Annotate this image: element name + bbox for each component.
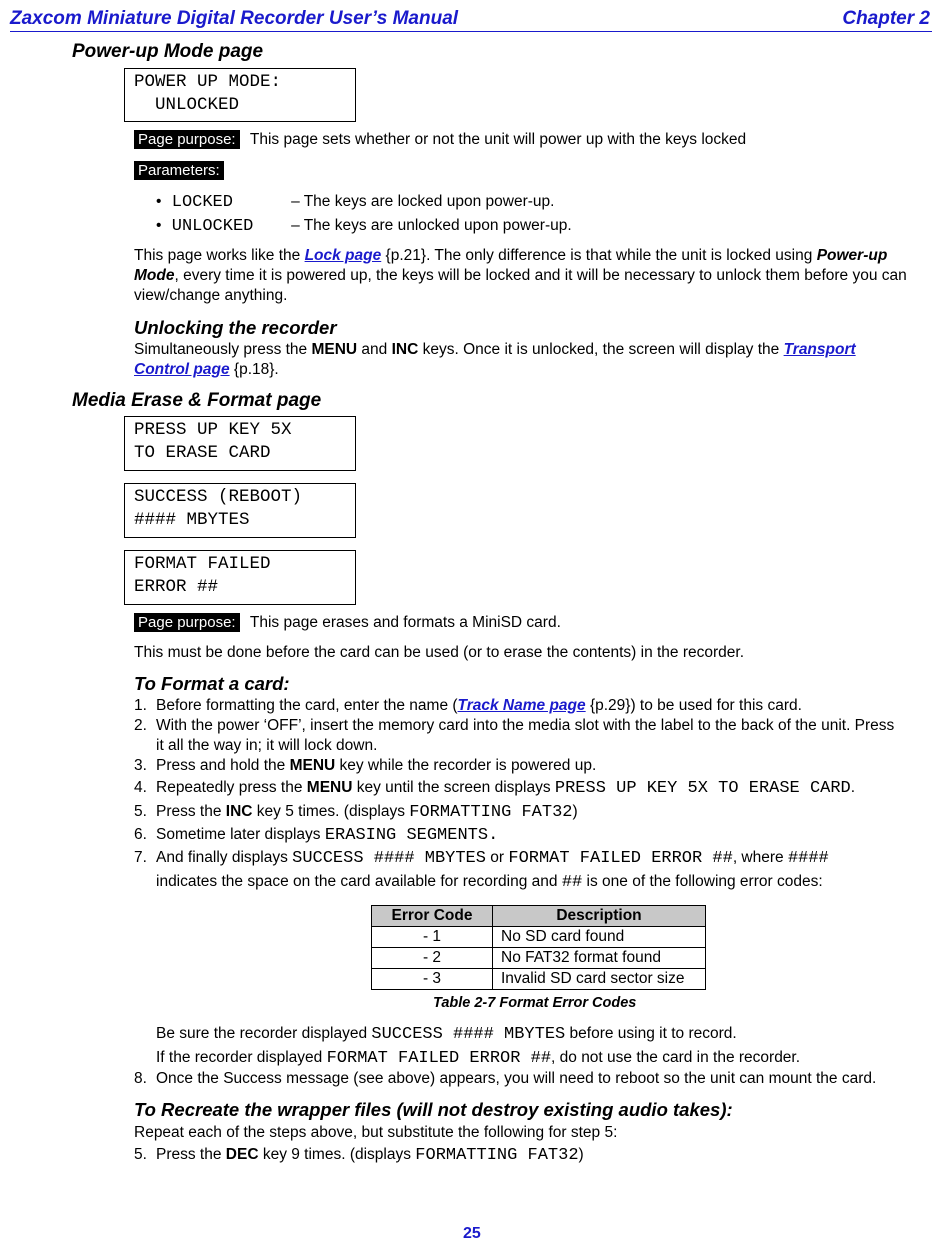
key-inc: INC: [225, 803, 253, 820]
step-7: [134, 849, 829, 868]
display-code: FORMATTING FAT32: [409, 803, 573, 822]
powerup-lcd: [124, 68, 356, 122]
lcd-line: SUCCESS (REBOOT): [134, 487, 303, 507]
media-lcd-erase: [124, 416, 356, 471]
media-heading: Media Erase & Format page: [72, 390, 322, 411]
text: and: [357, 341, 392, 358]
text: With the power ‘OFF’, insert the memory card into the media slot with the label to the back of the unit. Press: [156, 717, 895, 734]
unlocking-line2: [134, 361, 279, 379]
lcd-line: ERROR ##: [134, 577, 219, 597]
step-number: 5.: [134, 1146, 147, 1163]
text: {p.21}. The only difference is that while the unit is locked using: [381, 247, 817, 264]
step-number: 2.: [134, 717, 147, 734]
text: or: [485, 849, 509, 866]
display-code: PRESS UP KEY 5X TO ERASE CARD: [554, 779, 851, 798]
step-3: [134, 757, 596, 775]
transport-page-link[interactable]: Control page: [134, 361, 230, 378]
recreate-intro: Repeat each of the steps above, but substitute the following for step 5:: [134, 1124, 618, 1141]
bullet-icon: •: [156, 193, 162, 210]
text: .: [850, 779, 856, 796]
key-menu: MENU: [311, 341, 358, 358]
media-lcd-success: [124, 483, 356, 538]
step-8: [134, 1070, 876, 1088]
text: , do not use the card in the recorder.: [551, 1049, 801, 1066]
unlocking-heading: Unlocking the recorder: [134, 317, 337, 338]
error-code-cell: - 3: [372, 969, 493, 990]
text: is one of the following error codes:: [582, 873, 823, 890]
powerup-para-line3: view/change anything.: [134, 287, 288, 304]
table-row: [372, 948, 706, 969]
key-menu: MENU: [306, 779, 353, 796]
display-code: FORMATTING FAT32: [415, 1146, 579, 1165]
step-number: 5.: [134, 803, 147, 820]
text: key 9 times. (displays: [258, 1146, 416, 1163]
display-code: ERASING SEGMENTS.: [324, 826, 499, 845]
col-header-description: Description: [493, 906, 706, 927]
table-row: [372, 969, 706, 990]
display-code: FORMAT FAILED ERROR ##: [508, 849, 733, 868]
header-rule: [10, 31, 932, 32]
lock-page-link[interactable]: Lock page: [304, 247, 382, 264]
step-number: 7.: [134, 849, 147, 866]
text-bold: Mode: [134, 267, 175, 284]
text: key 5 times. (displays: [252, 803, 410, 820]
step-number: 1.: [134, 697, 147, 714]
text: , where: [732, 849, 788, 866]
powerup-heading: Power-up Mode page: [72, 41, 264, 62]
step-2: [134, 717, 894, 735]
text: ): [578, 1146, 584, 1163]
text: before using it to record.: [565, 1025, 737, 1042]
step-number: 3.: [134, 757, 147, 774]
lcd-line: FORMAT FAILED: [134, 554, 271, 574]
display-code: ##: [561, 873, 583, 892]
text: {p.29}) to be used for this card.: [585, 697, 802, 714]
step-7-cont: [156, 873, 823, 892]
step-number: 6.: [134, 826, 147, 843]
error-code-cell: - 2: [372, 948, 493, 969]
parameters-tag-row: [134, 162, 224, 180]
powerup-purpose: [134, 131, 746, 149]
text: Press the: [156, 803, 226, 820]
lcd-line: PRESS UP KEY 5X: [134, 420, 292, 440]
step-4: [134, 779, 855, 798]
transport-page-link[interactable]: Transport: [783, 341, 856, 358]
header-chapter: Chapter 2: [842, 8, 930, 29]
step-1: [134, 697, 802, 715]
param-item: [156, 217, 572, 236]
key-dec: DEC: [225, 1146, 259, 1163]
track-name-page-link[interactable]: Track Name page: [457, 697, 586, 714]
text: key until the screen displays: [352, 779, 555, 796]
text: {p.18}.: [229, 361, 279, 378]
error-code-cell: - 1: [372, 927, 493, 948]
bullet-icon: •: [156, 217, 162, 234]
purpose-text: This page sets whether or not the unit will power up with the keys locked: [249, 131, 747, 148]
param-desc: – The keys are locked upon power-up.: [291, 193, 555, 210]
text: ): [572, 803, 578, 820]
page-purpose-tag: Page purpose:: [134, 613, 240, 632]
text: Repeatedly press the: [156, 779, 307, 796]
page-purpose-tag: Page purpose:: [134, 130, 240, 149]
param-item: [156, 193, 554, 212]
parameters-tag: Parameters:: [134, 161, 224, 180]
purpose-text: This page erases and formats a MiniSD card.: [249, 614, 561, 631]
text: , every time it is powered up, the keys will be locked and it will be necessary to unlock them before you can: [174, 267, 907, 284]
lcd-line: POWER UP MODE:: [134, 72, 282, 92]
description-cell: No SD card found: [493, 927, 706, 948]
powerup-para-line2: [134, 267, 907, 285]
text: Once the Success message (see above) appears, you will need to reboot so the unit can mount the card.: [156, 1070, 877, 1087]
param-code: UNLOCKED: [171, 217, 254, 236]
text-bold: Power-up: [816, 247, 888, 264]
text: Be sure the recorder displayed: [156, 1025, 372, 1042]
text: Press the: [156, 1146, 226, 1163]
text: Simultaneously press the: [134, 341, 312, 358]
page-number: 25: [463, 1225, 481, 1242]
step-2-cont: it all the way in; it will lock down.: [156, 737, 378, 754]
text: Press and hold the: [156, 757, 290, 774]
text: indicates the space on the card available for recording and: [156, 873, 562, 890]
header-title: Zaxcom Miniature Digital Recorder User’s Manual: [10, 8, 459, 29]
media-lcd-failed: [124, 550, 356, 605]
col-header-error-code: Error Code: [372, 906, 493, 927]
step-number: 8.: [134, 1070, 147, 1087]
after-note-1: [156, 1025, 737, 1044]
display-code: SUCCESS #### MBYTES: [371, 1025, 566, 1044]
text: keys. Once it is unlocked, the screen will display the: [418, 341, 784, 358]
text: Sometime later displays: [156, 826, 325, 843]
param-code: LOCKED: [171, 193, 233, 212]
param-desc: – The keys are unlocked upon power-up.: [291, 217, 572, 234]
format-heading: To Format a card:: [134, 673, 290, 694]
table-header-row: [372, 906, 706, 927]
table-caption: Table 2-7 Format Error Codes: [433, 995, 637, 1011]
display-code: SUCCESS #### MBYTES: [292, 849, 486, 868]
lcd-line: #### MBYTES: [134, 510, 250, 530]
after-note-2: [156, 1049, 800, 1068]
step-number: 4.: [134, 779, 147, 796]
text: key while the recorder is powered up.: [335, 757, 597, 774]
unlocking-line1: [134, 341, 856, 359]
key-menu: MENU: [289, 757, 336, 774]
step-5: [134, 803, 578, 822]
display-code: ####: [787, 849, 829, 868]
text: If the recorder displayed: [156, 1049, 327, 1066]
lcd-line: UNLOCKED: [134, 95, 240, 115]
recreate-step-5: [134, 1146, 584, 1165]
media-note: This must be done before the card can be used (or to erase the contents) in the recorder.: [134, 644, 745, 661]
media-purpose: [134, 614, 561, 632]
table-row: [372, 927, 706, 948]
lcd-line: TO ERASE CARD: [134, 443, 271, 463]
text: Before formatting the card, enter the name (: [156, 697, 458, 714]
description-cell: No FAT32 format found: [493, 948, 706, 969]
display-code: FORMAT FAILED ERROR ##: [326, 1049, 552, 1068]
powerup-para-line1: [134, 247, 887, 265]
error-code-table: [371, 905, 706, 990]
recreate-heading: To Recreate the wrapper files (will not destroy existing audio takes):: [134, 1099, 733, 1120]
description-cell: Invalid SD card sector size: [493, 969, 706, 990]
key-inc: INC: [391, 341, 419, 358]
text: And finally displays: [156, 849, 293, 866]
text: This page works like the: [134, 247, 305, 264]
step-6: [134, 826, 498, 845]
